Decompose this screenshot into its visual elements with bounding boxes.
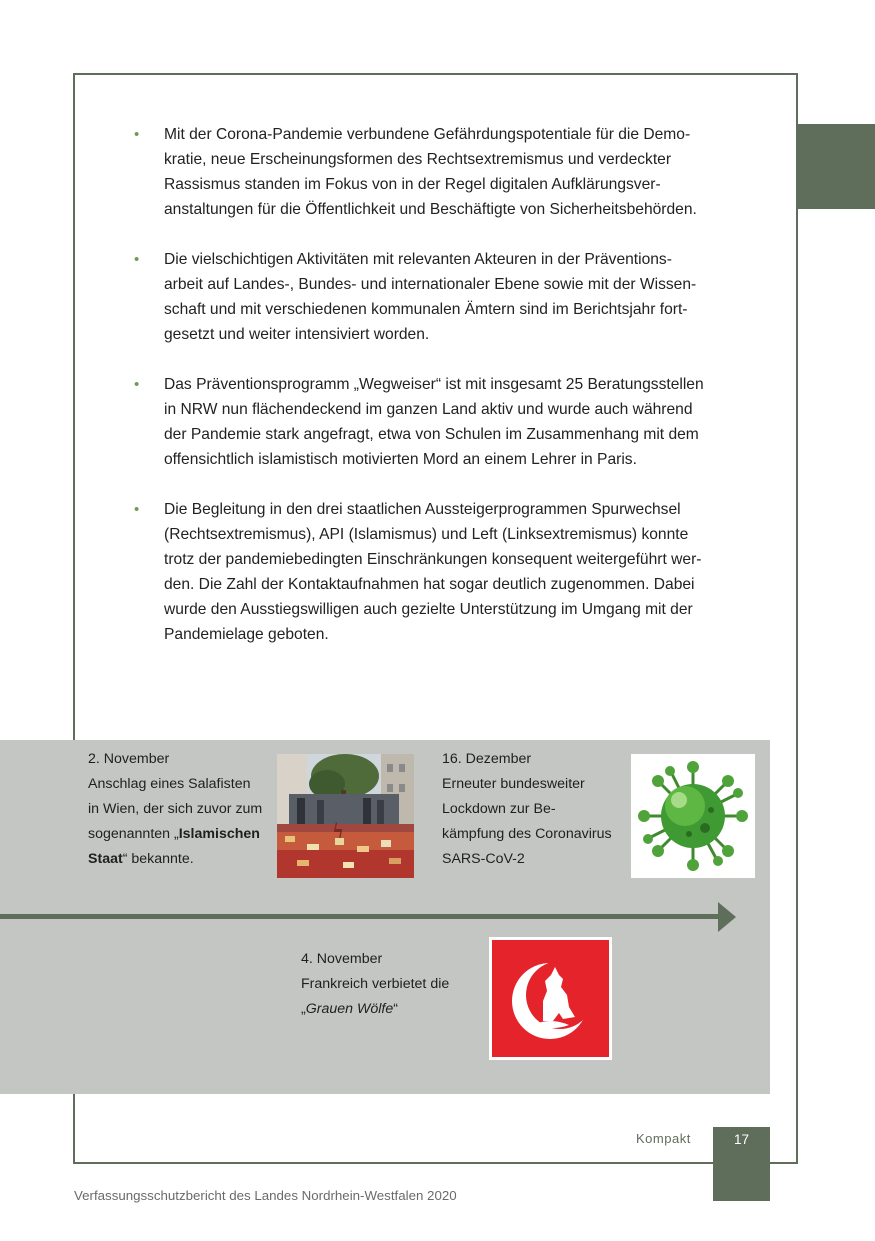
event-date: 4. November	[301, 951, 383, 967]
event-text-bold: Staat	[88, 851, 123, 867]
event-date: 16. Dezember	[442, 751, 532, 767]
event-text: Frankreich verbietet die	[301, 976, 450, 992]
page-number-box	[713, 1127, 770, 1201]
event-text: Anschlag eines Salafisten	[88, 776, 251, 792]
event-text-part: “	[393, 1001, 398, 1017]
event-text-italic: Grauen Wölfe	[305, 1001, 394, 1017]
bullet-line: der Pandemie stark angefragt, etwa von Schulen im Zusammenhang mit dem	[164, 426, 699, 443]
event-text	[88, 847, 262, 872]
bullet-item-wegweiser	[130, 372, 770, 472]
event-text: SARS-CoV-2	[442, 851, 525, 867]
bullet-icon: •	[134, 376, 140, 393]
event-text-part: „	[301, 1001, 306, 1017]
grey-wolves-emblem	[489, 937, 612, 1060]
bullet-item-corona-events	[130, 122, 770, 222]
event-date: 2. November	[88, 751, 170, 767]
arrow-right-icon	[718, 902, 736, 932]
bullet-line: trotz der pandemiebedingten Einschränkungen konsequent weitergeführt wer-	[164, 551, 702, 568]
bullet-item-exit-programs	[130, 497, 770, 647]
memorial-photo	[277, 754, 414, 878]
event-text-part: “ bekannte.	[122, 851, 194, 867]
event-text: kämpfung des Coronavirus	[442, 826, 612, 842]
bullet-line: arbeit auf Landes-, Bundes- und internationaler Ebene sowie mit der Wissen-	[164, 276, 697, 293]
page-number: 17	[733, 1132, 750, 1147]
event-text: in Wien, der sich zuvor zum	[88, 801, 263, 817]
bullet-line: Das Präventionsprogramm „Wegweiser“ ist mit insgesamt 25 Beratungsstellen	[164, 376, 704, 393]
virus-image	[631, 754, 755, 878]
report-title: Verfassungsschutzbericht des Landes Nordrhein-Westfalen 2020	[74, 1188, 457, 1203]
section-label: Kompakt	[636, 1131, 691, 1146]
coronavirus-icon	[631, 754, 755, 878]
event-text-bold: Islamischen	[178, 826, 260, 842]
bullet-icon: •	[134, 251, 140, 268]
bullet-icon: •	[134, 126, 140, 143]
bullet-list	[130, 122, 770, 672]
side-tab-marker	[798, 124, 875, 209]
bullet-line: wurde den Ausstiegswilligen auch gezielte Unterstützung im Umgang mit der	[164, 601, 693, 618]
memorial-candles-image	[277, 754, 414, 878]
bullet-line: gesetzt und weiter intensiviert worden.	[164, 326, 430, 343]
bullet-line: kratie, neue Erscheinungsformen des Rechtsextremismus und verdeckter	[164, 151, 672, 168]
timeline-event-lockdown	[442, 747, 612, 872]
event-text	[301, 997, 449, 1022]
timeline-event-vienna	[88, 747, 262, 872]
event-text	[88, 822, 262, 847]
bullet-line: offensichtlich islamistisch motivierten Mord an einem Lehrer in Paris.	[164, 451, 637, 468]
bullet-line: den. Die Zahl der Kontaktaufnahmen hat sogar deutlich zugenommen. Dabei	[164, 576, 695, 593]
timeline-arrow-line	[0, 914, 720, 919]
event-text: Lockdown zur Be-	[442, 801, 556, 817]
bullet-icon: •	[134, 501, 140, 518]
timeline-event-grey-wolves	[301, 947, 449, 1022]
bullet-line: in NRW nun flächendeckend im ganzen Land aktiv und wurde auch während	[164, 401, 693, 418]
bullet-line: schaft und mit verschiedenen kommunalen Ämtern sind im Berichtsjahr fort-	[164, 301, 688, 318]
wolf-crescent-icon	[489, 937, 612, 1060]
event-text-part: sogenannten „	[88, 826, 179, 842]
event-text: Erneuter bundesweiter	[442, 776, 585, 792]
bullet-line: (Rechtsextremismus), API (Islamismus) und Left (Linksextremismus) konnte	[164, 526, 689, 543]
svg-text:ϟ: ϟ	[333, 818, 344, 843]
bullet-item-prevention-activities	[130, 247, 770, 347]
bullet-line: Mit der Corona-Pandemie verbundene Gefährdungspotentiale für die Demo-	[164, 126, 691, 143]
bullet-line: Die Begleitung in den drei staatlichen Aussteigerprogrammen Spurwechsel	[164, 501, 681, 518]
bullet-line: anstaltungen für die Öffentlichkeit und Beschäftigte von Sicherheitsbehörden.	[164, 201, 697, 218]
bullet-line: Pandemielage geboten.	[164, 626, 329, 643]
bullet-line: Die vielschichtigen Aktivitäten mit relevanten Akteuren in der Präventions-	[164, 251, 672, 268]
bullet-line: Rassismus standen im Fokus von in der Regel digitalen Aufklärungsver-	[164, 176, 661, 193]
